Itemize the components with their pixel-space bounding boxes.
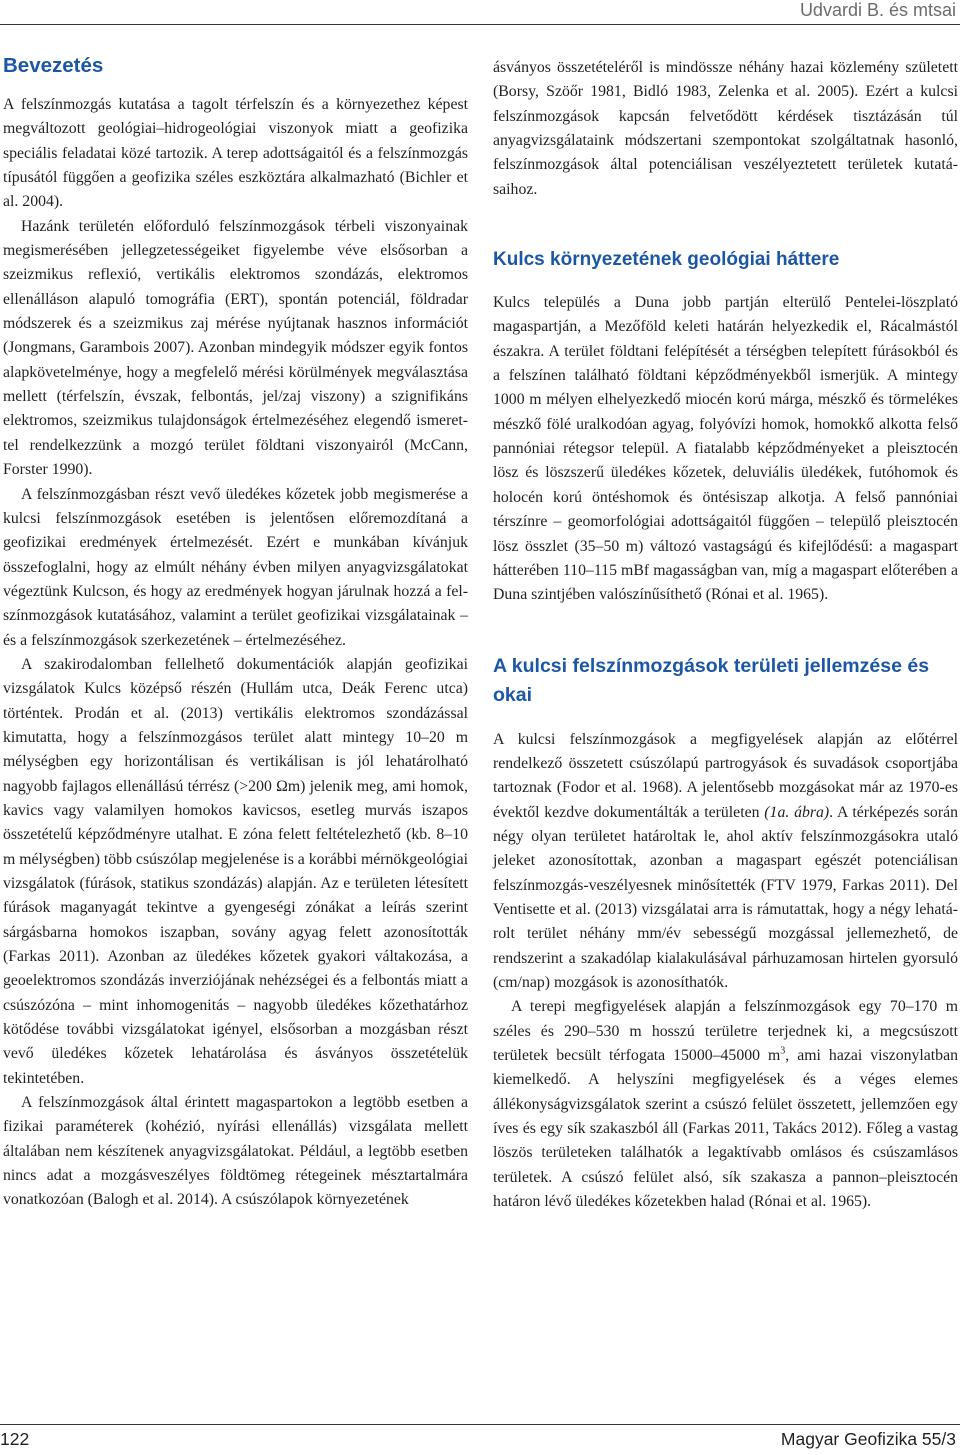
right-column [493, 0, 958, 1214]
figure-reference: (1a. ábra) [764, 803, 830, 821]
field-text-1: A terepi megfigyelések alapján a felszínmozgások egy 70–170 m széles és 290–530 m hosszú területre terjednek ki, a megcsúszott területek becsült térfogata 15000–45000 m [493, 998, 958, 1064]
paragraph-methods: Hazánk területén előforduló felszínmozgások térbeli viszonyainak megismerésében jellegzetességeiket figyelembe véve elsősorban a szeizmikus reflexió, vertikális elektromos szondázás, elektromos ellenálláson alapuló tomográfia (ERT), spontán potenciál, földradar módszerek és a szeizmikus zaj mérése nyújtanak hasznos információt (Jongmans, Garambois 2007). Azonban mindegyik módszer egyik fontos alapkövetelménye, hogy a megfelelő mérési körülmények megválasztása mellett (térfelszín, évszak, felbontás, jel/zaj viszony) a szignifikáns elektromos, szeizmikus tulajdonságok értelmezéséhez elegendő ismerettel rendelkezzünk a mozgó terület földtani viszonyairól (McCann, Forster 1990). [3, 217, 468, 479]
journal-name: Magyar Geofizika 55/3 [780, 1429, 956, 1449]
paragraph-materials: A felszínmozgások által érintett magaspartokon a legtöbb esetben a fizikai paraméterek (kohézió, nyírási ellenállás) vizsgálata mellett általában nem készítenek anyagvizsgálatokat. Például, a legtöbb esetben nincs adat a mozgásveszélyes földtömeg rétegeinek mésztartalmára vonatkozóan (Balogh et al. 2014). A csúszólapok környezetének [3, 1094, 468, 1209]
paragraph-aim: A felszínmozgásban részt vevő üledékes kőzetek jobb megismerése a kulcsi felszínmozgások esetében is jelentősen előremozdítaná a geofizikai eredmények értelmezését. Ezért e munkában kívánjuk összefoglalni, hogy az elmúlt néhány évben milyen anyagvizsgálatokat végeztünk Kulcson, és hogy az eredmények hogyan járulnak hozzá a felszínmozgások kutatásához, valamint a terület geofizikai vizsgálatainak – és a felszínmozgások szerkezetének – értelmezéséhez. [3, 485, 468, 649]
section-heading-landslides: A kulcsi felszínmozgások területi jellemzése és okai [493, 654, 930, 706]
volume-exponent: 3 [780, 1045, 786, 1057]
paragraph-landslides [493, 728, 958, 996]
footer-rule [0, 1424, 960, 1425]
paragraph-field-observations [493, 995, 958, 1214]
paragraph-intro: A felszínmozgás kutatása a tagolt térfelszín és a környezethez képest megváltozott geológiai–hidrogeológiai viszonyok miatt a geofizika speciális feladatai közé tartozik. A terep adottságaitól és a felszínmozgás típusától függően a geofizika széles eszköztára alkalmazható (Bichler et al. 2004). [3, 96, 468, 211]
field-text-2: , ami hazai viszonylatban kiemelkedő. A helyszíni megfigyelések és a véges elemes állékonyságvizsgálatok szerint a csúszó felület összetett, jellemzően egy íves és egy sík szakaszból áll (Farkas 2011, Takács 2012). Főleg a vastag löszös területeken találhatók a legaktívabb omlásos és csúszamlásos területek. A csúszó felület alsó, sík szakasza a pannon–pleisztocén határon lévő üledékes kőzetekben halad (Rónai et al. 1965). [493, 1047, 958, 1211]
section-heading-geology: Kulcs környezetének geológiai háttere [493, 249, 840, 271]
paragraph-literature: A szakirodalomban fellelhető dokumentációk alapján geofizikai vizsgálatok Kulcs középső részén (Hullám utca, Deák Ferenc utca) történtek. Prodán et al. (2013) vertikális elektromos szondázással kimutatta, hogy a felszínmozgásos terület alatt mintegy 10–20 m mélységben egy horizontálisan és vertikálisan is jól lehatárolható nagyobb fajlagos ellenállású térrész (>200 Ωm) jelenik meg, ami homok, kavics vagy valamilyen homokos kavicsos, esetleg murvás iszapos összetételű képződményre utalhat. E zóna felett feltételezhető (kb. 8–10 m mélységben) több csúszólap megjelenése is a korábbi mérnökgeológiai vizsgálatok (fúrások, statikus szondázás) alapján. Az e területen létesített fúrások maganyagát tekintve a gyengeségi zónákat a leírás szerint sárgásbarna homokos iszapban, sovány agyag felett azonosították (Farkas 2011). Azonban az üledékes kőzetek gyakori váltakozása, a geoelektromos szondázás inverziójának nehézségei és a felbontás miatt a csúszózóna – mint inhomogenitás – nagyobb üledékes kőzethatárhoz kötődése további vizsgálatokat igényel, elsősorban a mozgásban részt vevő üledékes kőzetek lehatárolása és ásványos összetételük tekintetében. [3, 655, 468, 1087]
running-head: Udvardi B. és mtsai [799, 0, 956, 20]
paragraph-continued: ásványos összetételéről is mindössze néhány hazai közlemény született (Borsy, Szöőr 1981, Bidló 1983, Zelenka et al. 2005). Ezért a kulcsi felszínmozgások kapcsán felvetődött kérdések tisztázásán túl anyagvizsgálataink módszertani szempontokat szolgáltatnak hasonló, felszínmozgások által potenciálisan veszélyeztetett területek kutatásaihoz. [493, 59, 958, 198]
left-column [3, 0, 468, 1213]
paragraph-geology: Kulcs település a Duna jobb partján elterülő Pentelei-löszplató magaspartján, a Mezőföld keleti határán helyezkedik el, Rácalmástól északra. A terület földtani felépítését a térségben telepített fúrásokból és a felszínen található földtani képződményekből ismerjük. A mintegy 1000 m mélyen elhelyezkedő miocén korú márga, mészkő és törmelékes mészkő fölé uralkodóan agyag, folyóvízi homok, homokkő alkotta felső pannóniai rétegsor települ. A fiatalabb képződményeket a pleisztocén lösz és löszszerű üledékes kőzetek, deluviális üledékek, futóhomok és holocén korú öntéshomok és öntésiszap alkotja. A felső pannóniai térszínre – geomorfológiai adottságaitól függően – települő pleisztocén lösz összlet (35–50 m) változó vastagságú és kifejlődésű: a magaspart hátterében 110–115 mBf magasságban van, míg a magaspart előterében a Duna szintjében valószínűsíthető (Rónai et al. 1965). [493, 294, 958, 604]
landslides-text-2: . A térképezés során négy olyan területet határoltak le, ahol aktív felszínmozgásokra utaló jeleket azonosítottak, azonban a magaspart egészét potenciálisan felszínmozgás-veszélyesnek minősítették (FTV 1979, Farkas 2011). Del Ventisette et al. (2013) vizsgálatai arra is rámutattak, hogy a négy lehatárolt terület néhány mm/év sebességű mozgással jellemezhető, de rendszerint a szakadólap kialakulásával párhuzamosan hirtelen gyorsuló (cm/nap) mozgások is azonosíthatók. [493, 803, 958, 991]
page-number: 122 [0, 1429, 30, 1449]
section-heading-bevezetes: Bevezetés [3, 54, 104, 77]
landslides-text-1: A kulcsi felszínmozgások a megfigyelések alapján az előtérrel rendelkező összetett csúszólapú partrogyások és suvadások csoportjába tartoznak (Fodor et al. 1968). A jelentősebb mozgásokat már az 1970-es évektől kezdve dokumentálták a területen [493, 730, 958, 821]
